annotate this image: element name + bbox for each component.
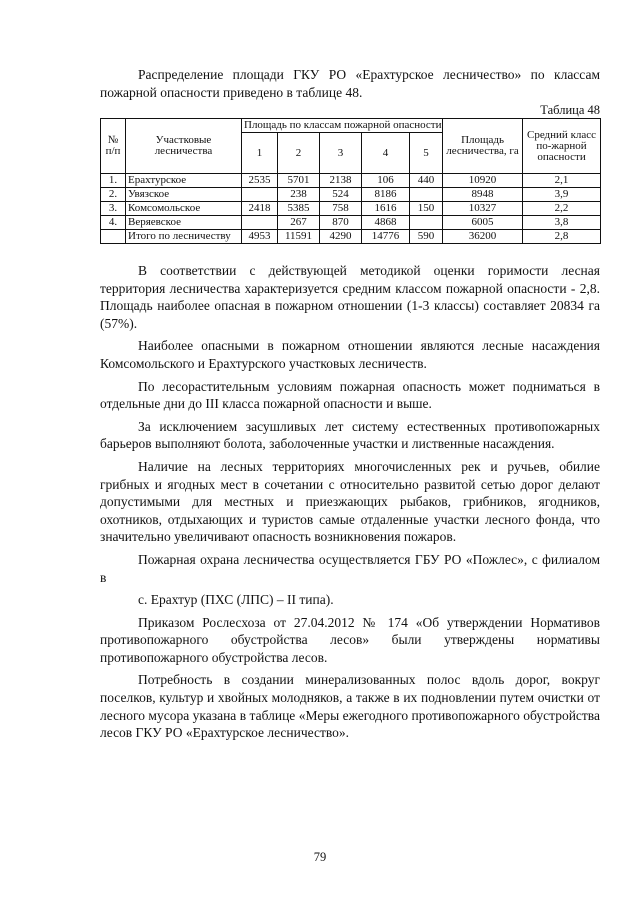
page-number: 79 [313,850,327,864]
header-area-by-class: Площадь по классам пожарной опасности [242,119,443,133]
cell-class-5 [410,188,443,202]
header-class-1: 1 [242,133,278,174]
cell-class-2: 5385 [278,202,320,216]
fire-hazard-table [100,118,601,244]
cell-class-1: 2535 [242,174,278,188]
header-class-4: 4 [362,133,410,174]
paragraph: Потребность в создании минерализованных полос вдоль дорог, вокруг поселков, культур и хвойных молодняков, а также в их подновлении путем очистки от лесного мусора указана в таблице «Меры ежегодного противопожарного обустройства лесов ГКУ РО «Ерахтурское лесничество». [100,672,600,741]
header-class-5: 5 [410,133,443,174]
intro-text: Распределение площади ГКУ РО «Ерахтурское лесничество» по классам пожарной опасности приведено в таблице 48. [100,67,600,100]
table-caption: Таблица 48 [540,103,600,117]
table-total-row [101,230,601,244]
paragraph: Наличие на лесных территориях многочисленных рек и ручьев, обилие грибных и ягодных мест в сочетании с относительно развитой сетью дорог делают допустимыми для местных и приезжающих рыбаков, грибников, ягодников, охотников, отдыхающих и туристов самые отдаленные участки лесного фонда, что значительно увеличивают опасность возникновения пожаров. [100,458,600,545]
cell-total-class-4: 14776 [362,230,410,244]
table-row [101,216,601,230]
cell-class-1 [242,188,278,202]
cell-total-class-3: 4290 [320,230,362,244]
cell-class-1: 2418 [242,202,278,216]
header-total-area: Площадь лесничества, га [443,119,523,174]
cell-area: 8948 [443,188,523,202]
cell-total-name: Итого по лесничеству [126,230,242,244]
cell-avg: 2,2 [523,202,601,216]
cell-class-4: 106 [362,174,410,188]
cell-area: 6005 [443,216,523,230]
intro-paragraph [100,66,600,102]
paragraph: Пожарная охрана лесничества осуществляется ГБУ РО «Пожлес», с филиалом в [100,551,600,585]
cell-avg: 2,1 [523,174,601,188]
cell-class-2: 238 [278,188,320,202]
cell-num: 3. [101,202,126,216]
table-row [101,174,601,188]
cell-class-1 [242,216,278,230]
cell-total-avg: 2,8 [523,230,601,244]
cell-class-3: 2138 [320,174,362,188]
cell-area: 10920 [443,174,523,188]
cell-num [101,230,126,244]
table-row [101,202,601,216]
cell-class-5: 440 [410,174,443,188]
cell-name: Комсомольское [126,202,242,216]
header-class-3: 3 [320,133,362,174]
cell-class-4: 4868 [362,216,410,230]
cell-num: 4. [101,216,126,230]
cell-class-2: 267 [278,216,320,230]
cell-class-4: 1616 [362,202,410,216]
header-num: № п/п [101,119,126,174]
cell-class-5 [410,216,443,230]
cell-total-class-5: 590 [410,230,443,244]
cell-total-class-1: 4953 [242,230,278,244]
cell-total-area: 36200 [443,230,523,244]
body-text [100,262,600,747]
paragraph: По лесорастительным условиям пожарная опасность может подниматься в отдельные дни до III класса пожарной опасности и выше. [100,378,600,412]
table-row [101,188,601,202]
header-district: Участковые лесничества [126,119,242,174]
cell-avg: 3,9 [523,188,601,202]
cell-class-2: 5701 [278,174,320,188]
cell-class-3: 870 [320,216,362,230]
header-avg-class: Средний класс по-жарной опасности [523,119,601,174]
cell-class-4: 8186 [362,188,410,202]
cell-class-5: 150 [410,202,443,216]
paragraph: Приказом Рослесхоза от 27.04.2012 № 174 «Об утверждении Нормативов противопожарного обустройства лесов» были утверждены нормативы противопожарного обустройства лесов. [100,614,600,665]
cell-num: 2. [101,188,126,202]
cell-total-class-2: 11591 [278,230,320,244]
cell-class-3: 758 [320,202,362,216]
paragraph: Наиболее опасными в пожарном отношении являются лесные насаждения Комсомольского и Ерахтурского участковых лесничеств. [100,338,600,371]
table-header-row [101,119,601,133]
cell-name: Ерахтурское [126,174,242,188]
cell-name: Веряевское [126,216,242,230]
cell-name: Увязское [126,188,242,202]
cell-avg: 3,8 [523,216,601,230]
cell-area: 10327 [443,202,523,216]
paragraph: За исключением засушливых лет систему естественных противопожарных барьеров выполняют болота, заболоченные участки и лиственные насаждения. [100,418,600,452]
header-class-2: 2 [278,133,320,174]
cell-num: 1. [101,174,126,188]
paragraph: с. Ерахтур (ПХС (ЛПС) – II типа). [138,592,334,608]
cell-class-3: 524 [320,188,362,202]
paragraph: В соответствии с действующей методикой оценки горимости лесная территория лесничества характеризуется средним классом пожарной опасности - 2,8. Площадь наиболее опасная в пожарном отношении (1-3 классы) составляет 20834 га (57%). [100,263,600,331]
